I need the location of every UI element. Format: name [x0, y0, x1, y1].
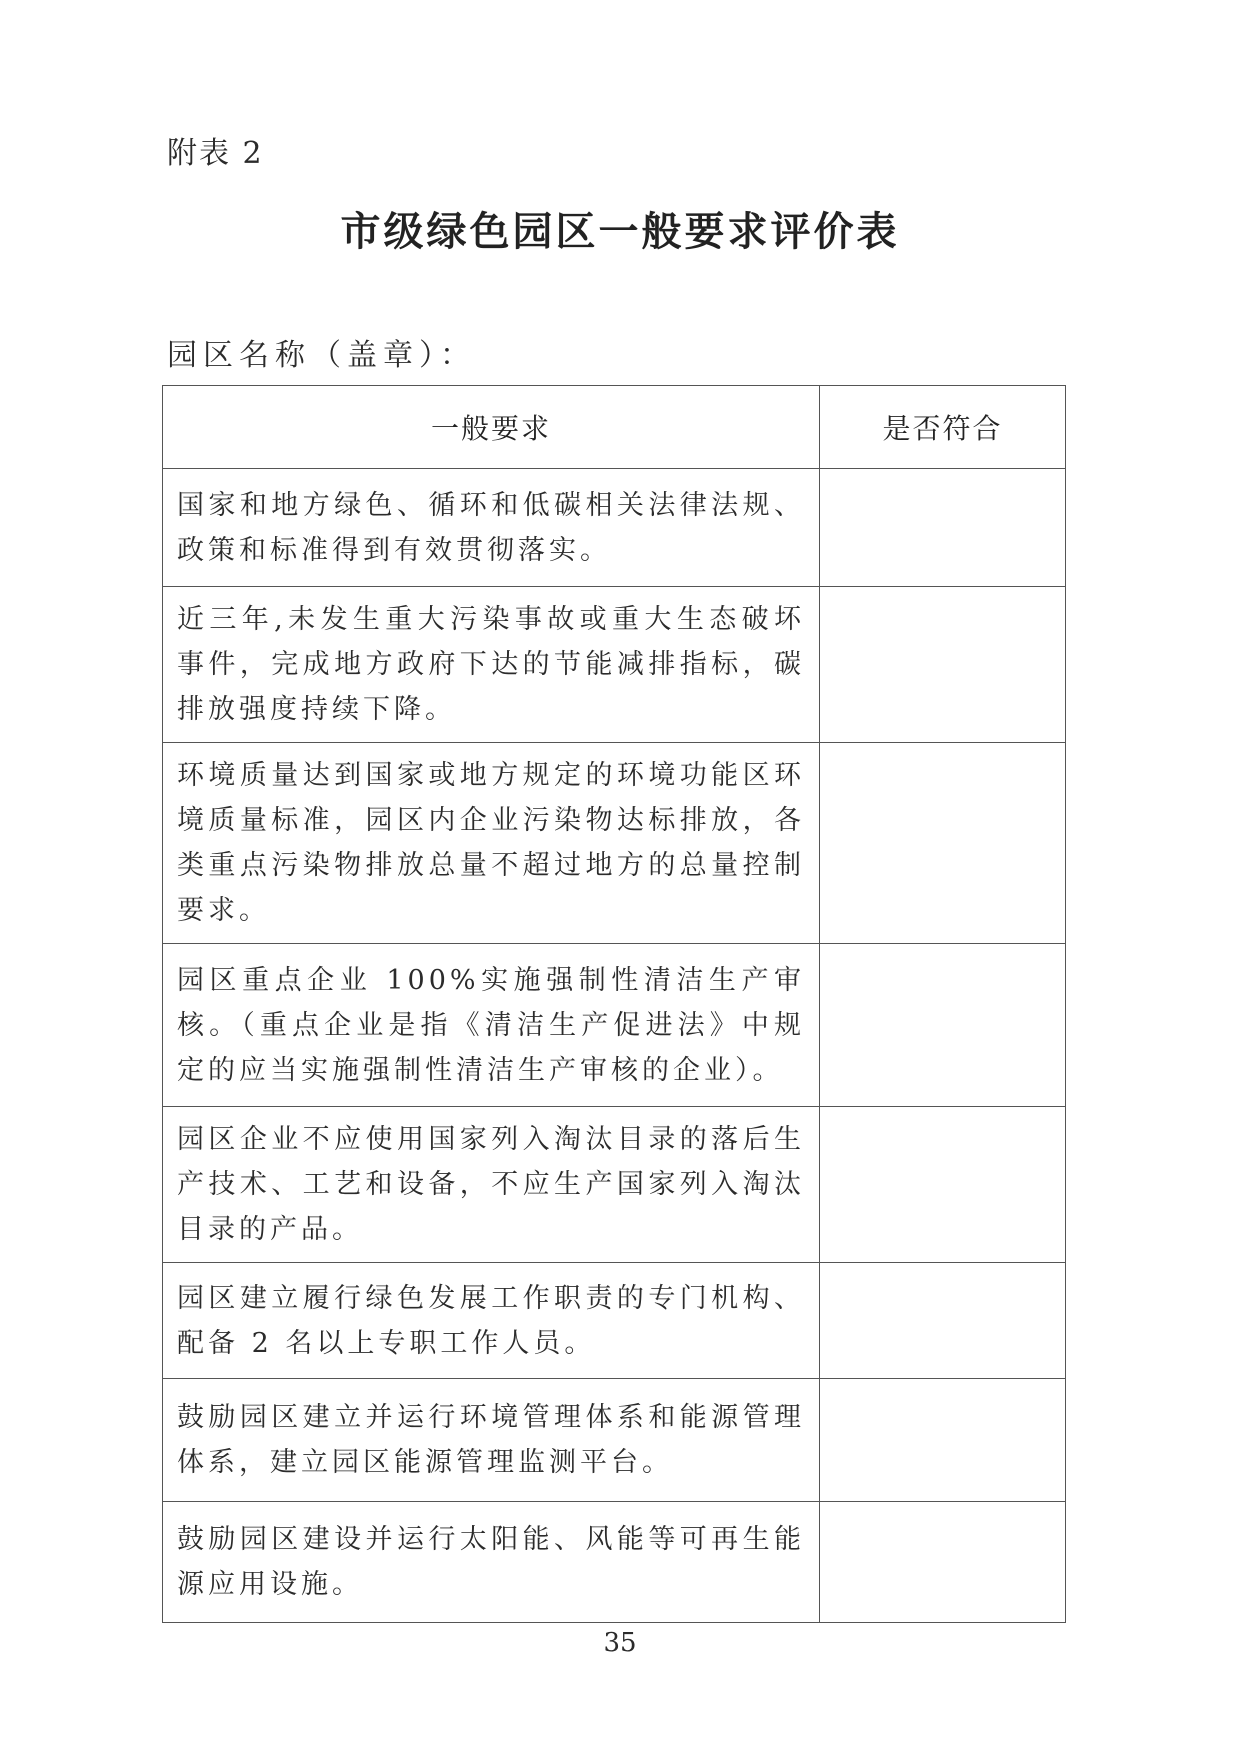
table-row	[163, 1379, 1066, 1502]
page-number: 35	[603, 1628, 637, 1658]
requirement-cell: 园区企业不应使用国家列入淘汰目录的落后生产技术、工艺和设备，不应生产国家列入淘汰目录的产品。	[163, 1107, 820, 1263]
park-name-label: 园区名称（盖章）：	[167, 338, 476, 373]
requirement-cell: 近三年,未发生重大污染事故或重大生态破坏事件，完成地方政府下达的节能减排指标，碳排放强度持续下降。	[163, 587, 820, 743]
compliance-cell[interactable]	[820, 1502, 1066, 1623]
requirement-cell: 园区重点企业 100%实施强制性清洁生产审核。（重点企业是指《清洁生产促进法》中规定的应当实施强制性清洁生产审核的企业）。	[163, 944, 820, 1107]
requirement-cell: 园区建立履行绿色发展工作职责的专门机构、配备 2 名以上专职工作人员。	[163, 1263, 820, 1379]
compliance-cell[interactable]	[820, 743, 1066, 944]
compliance-cell[interactable]	[820, 587, 1066, 743]
appendix-label: 附表 2	[167, 136, 264, 171]
table-row	[163, 1263, 1066, 1379]
table-row	[163, 743, 1066, 944]
table-row	[163, 469, 1066, 587]
table-row	[163, 587, 1066, 743]
requirement-cell: 鼓励园区建立并运行环境管理体系和能源管理体系，建立园区能源管理监测平台。	[163, 1379, 820, 1502]
compliance-cell[interactable]	[820, 469, 1066, 587]
compliance-cell[interactable]	[820, 944, 1066, 1107]
requirements-table	[162, 385, 1066, 1623]
table-row	[163, 1107, 1066, 1263]
header-compliance: 是否符合	[820, 386, 1066, 469]
requirement-cell: 环境质量达到国家或地方规定的环境功能区环境质量标准，园区内企业污染物达标排放，各类重点污染物排放总量不超过地方的总量控制要求。	[163, 743, 820, 944]
compliance-cell[interactable]	[820, 1379, 1066, 1502]
compliance-cell[interactable]	[820, 1107, 1066, 1263]
table-header-row	[163, 386, 1066, 469]
requirement-cell: 鼓励园区建设并运行太阳能、风能等可再生能源应用设施。	[163, 1502, 820, 1623]
requirement-cell: 国家和地方绿色、循环和低碳相关法律法规、政策和标准得到有效贯彻落实。	[163, 469, 820, 587]
table-row	[163, 1502, 1066, 1623]
header-requirement: 一般要求	[163, 386, 820, 469]
page-title: 市级绿色园区一般要求评价表	[340, 209, 900, 255]
compliance-cell[interactable]	[820, 1263, 1066, 1379]
table-row	[163, 944, 1066, 1107]
